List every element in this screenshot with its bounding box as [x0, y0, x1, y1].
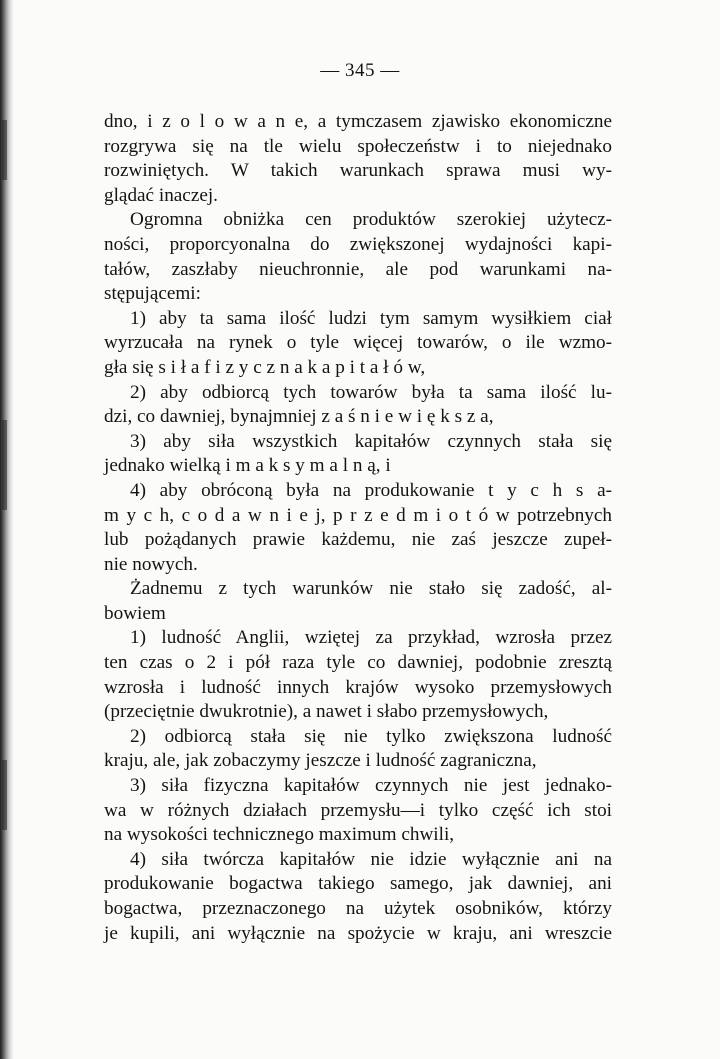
text-line: stępującemi:: [104, 283, 201, 305]
text-line: 1) aby ta sama ilość ludzi tym samym wysiłkiem ciał: [130, 307, 612, 329]
text-line: 2) odbiorcą stała się nie tylko zwiększona ludność: [130, 725, 612, 747]
binding-shadow-mark: [2, 120, 7, 180]
text-line: Żadnemu z tych warunków nie stało się zadość, al-: [130, 578, 612, 600]
text-line: glądać inaczej.: [104, 184, 218, 206]
text-line: ności, proporcyonalna do zwiększonej wydajności kapi-: [104, 233, 612, 255]
text-line: bogactwa, przeznaczonego na użytek osobników, którzy: [104, 898, 612, 919]
text-line: rozwiniętych. W takich warunkach sprawa musi wy-: [104, 160, 612, 182]
page-binding-edge: [0, 0, 14, 1059]
text-line: wa w różnych działach przemysłu—i tylko część ich stoi: [104, 799, 612, 821]
text-line: 3) siła fizyczna kapitałów czynnych nie jest jednako-: [130, 775, 612, 797]
text-line: wyrzucała na rynek o tyle więcej towarów, o ile wzmo-: [104, 332, 612, 354]
text-line: 1) ludność Anglii, wziętej za przykład, wzrosła przez: [130, 627, 612, 649]
binding-shadow-mark: [2, 420, 7, 510]
text-line: 4) aby obróconą była na produkowanie t y c h s a-: [130, 479, 612, 501]
body-text: [104, 110, 612, 946]
page-number: — 345 —: [320, 60, 400, 81]
text-line: ten czas o 2 i pół raza tyle co dawniej, podobnie zresztą: [104, 652, 612, 674]
text-line: wzrosła i ludność innych krajów wysoko przemysłowych: [104, 676, 612, 698]
text-line: 3) aby siła wszystkich kapitałów czynnych stała się: [130, 430, 612, 452]
text-line: tałów, zaszłaby nieuchronnie, ale pod warunkami na-: [104, 258, 612, 280]
text-line: nie nowych.: [104, 553, 198, 575]
text-line: dno, i z o l o w a n e, a tymczasem zjawisko ekonomiczne: [104, 111, 612, 132]
text-line: lub pożądanych prawie każdemu, nie zaś jeszcze zupeł-: [104, 529, 612, 551]
text-line: produkowanie bogactwa takiego samego, jak dawniej, ani: [104, 873, 612, 895]
text-line: gła się s i ł a f i z y c z n a k a p i t a ł ó w,: [104, 356, 426, 378]
text-line: rozgrywa się na tle wielu społeczeństw i to niejednako: [104, 135, 612, 157]
text-line: 2) aby odbiorcą tych towarów była ta sama ilość lu-: [130, 381, 612, 403]
text-line: 4) siła twórcza kapitałów nie idzie wyłącznie ani na: [130, 848, 612, 870]
binding-shadow-mark: [2, 760, 7, 830]
text-line: (przeciętnie dwukrotnie), a nawet i słabo przemysłowych,: [104, 701, 549, 723]
text-line: kraju, ale, jak zobaczymy jeszcze i ludność zagraniczna,: [104, 750, 537, 772]
text-line: jednako wielką i m a k s y m a l n ą, i: [104, 455, 391, 477]
text-line: m y c h, c o d a w n i e j, p r z e d m i o t ó w potrzebnych: [104, 504, 612, 526]
text-line: je kupili, ani wyłącznie na spożycie w kraju, ani wreszcie: [104, 922, 612, 944]
text-line: bowiem: [104, 602, 166, 624]
text-line: dzi, co dawniej, bynajmniej z a ś n i e w i ę k s z a,: [104, 406, 494, 428]
text-line: na wysokości technicznego maximum chwili,: [104, 824, 455, 846]
text-line: Ogromna obniżka cen produktów szerokiej użytecz-: [130, 209, 612, 231]
